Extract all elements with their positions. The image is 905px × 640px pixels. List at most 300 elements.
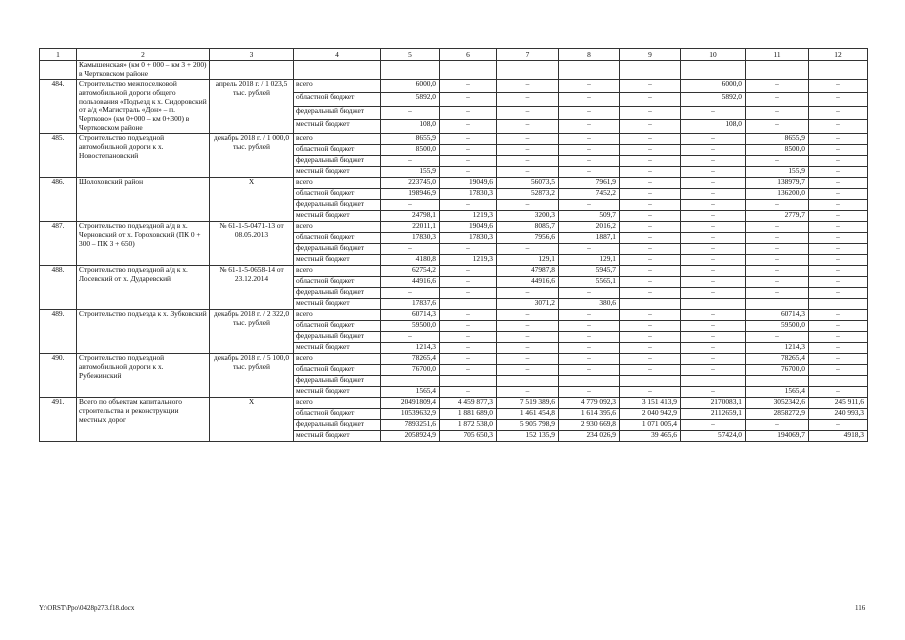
amount-cell: – [440,288,497,299]
term-and-cost: № 61-1-5-0658-14 от 23.12.2014 [210,266,294,310]
amount-cell [381,376,440,387]
amount-cell: 2779,7 [746,211,809,222]
column-number: 8 [559,49,620,61]
funding-source: всего [294,266,381,277]
amount-cell: – [497,310,559,321]
amount-cell: 59500,0 [381,321,440,332]
amount-cell: 10539632,9 [381,409,440,420]
amount-cell: – [620,189,681,200]
funding-source: всего [294,178,381,189]
amount-cell: – [746,79,809,93]
object-name: Строительство межпоселковой автомобильной дороги общего пользования «Подъезд к х. Сидоровский от а/д «Магистраль «Дон» – п. Чертково» (км 0+000 – км 0+300) в Чертковском районе [77,79,210,133]
amount-cell: – [559,79,620,93]
amount-cell: – [681,211,746,222]
amount-cell: 7452,2 [559,189,620,200]
amount-cell: – [497,321,559,332]
amount-cell: 44916,6 [497,277,559,288]
funding-source: местный бюджет [294,167,381,178]
amount-cell: – [559,120,620,134]
object-name: Камышенская» (км 0 + 000 – км 3 + 200) в Чертковском районе [77,61,210,80]
amount-cell: – [620,79,681,93]
amount-cell: 7 519 389,6 [497,398,559,409]
amount-cell: – [746,332,809,343]
item-number: 488. [40,266,77,310]
amount-cell: 245 911,6 [809,398,868,409]
amount-cell: 78265,4 [746,354,809,365]
amount-cell: – [746,106,809,120]
funding-source: федеральный бюджет [294,244,381,255]
amount-cell: 223745,0 [381,178,440,189]
funding-source: федеральный бюджет [294,106,381,120]
amount-cell: – [620,178,681,189]
amount-cell: – [559,332,620,343]
funding-source: областной бюджет [294,409,381,420]
funding-source: областной бюджет [294,93,381,107]
term-and-cost: № 61-1-5-0471-13 от 08.05.2013 [210,222,294,266]
amount-cell: – [620,93,681,107]
amount-cell: – [809,120,868,134]
amount-cell: – [440,365,497,376]
amount-cell: – [381,244,440,255]
amount-cell: – [620,156,681,167]
funding-source: местный бюджет [294,299,381,310]
column-number: 10 [681,49,746,61]
amount-cell: – [809,310,868,321]
table-row [40,178,868,189]
amount-cell: – [620,106,681,120]
amount-cell: – [559,156,620,167]
amount-cell: 2170083,1 [681,398,746,409]
amount-cell: – [620,134,681,145]
amount-cell: 5892,0 [381,93,440,107]
amount-cell: 8655,9 [381,134,440,145]
amount-cell: 136200,0 [746,189,809,200]
amount-cell [559,61,620,80]
amount-cell: – [746,244,809,255]
amount-cell: – [681,277,746,288]
amount-cell: – [440,354,497,365]
amount-cell: – [681,354,746,365]
amount-cell: – [497,244,559,255]
column-number: 11 [746,49,809,61]
table-row [40,354,868,365]
amount-cell: 3071,2 [497,299,559,310]
amount-cell: 59500,0 [746,321,809,332]
amount-cell: – [381,332,440,343]
amount-cell: – [497,106,559,120]
item-number: 491. [40,398,77,442]
amount-cell: 4180,8 [381,255,440,266]
amount-cell: – [809,189,868,200]
amount-cell: 1887,1 [559,233,620,244]
amount-cell [809,299,868,310]
column-number: 9 [620,49,681,61]
amount-cell: 4 459 877,3 [440,398,497,409]
table-row [40,266,868,277]
amount-cell [381,61,440,80]
amount-cell: – [440,145,497,156]
amount-cell: 1 881 689,0 [440,409,497,420]
amount-cell: 509,7 [559,211,620,222]
amount-cell: – [620,277,681,288]
amount-cell: – [681,365,746,376]
amount-cell: – [681,420,746,431]
funding-source: всего [294,222,381,233]
table-row [40,222,868,233]
object-name: Всего по объектам капитального строительства и реконструкции местных дорог [77,398,210,442]
funding-source: федеральный бюджет [294,288,381,299]
amount-cell: 17830,3 [381,233,440,244]
amount-cell: – [681,255,746,266]
amount-cell: – [440,93,497,107]
amount-cell: – [620,365,681,376]
amount-cell: 44916,6 [381,277,440,288]
amount-cell: – [681,244,746,255]
amount-cell [681,299,746,310]
funding-source: всего [294,354,381,365]
amount-cell: 3052342,6 [746,398,809,409]
amount-cell: – [809,387,868,398]
amount-cell: – [681,310,746,321]
amount-cell: – [809,145,868,156]
amount-cell: 2058924,9 [381,431,440,442]
amount-cell: – [809,266,868,277]
amount-cell: – [809,321,868,332]
amount-cell: – [381,156,440,167]
amount-cell: – [381,106,440,120]
amount-cell: 1 614 395,6 [559,409,620,420]
column-number: 6 [440,49,497,61]
amount-cell: – [497,156,559,167]
amount-cell: – [559,387,620,398]
amount-cell: – [620,332,681,343]
amount-cell: 17830,3 [440,189,497,200]
amount-cell: – [620,310,681,321]
amount-cell: – [809,365,868,376]
amount-cell [497,376,559,387]
amount-cell: 380,6 [559,299,620,310]
amount-cell [746,299,809,310]
amount-cell: – [381,288,440,299]
amount-cell: – [681,266,746,277]
amount-cell: 194069,7 [746,431,809,442]
amount-cell: 7893251,6 [381,420,440,431]
amount-cell: 19049,6 [440,178,497,189]
amount-cell: – [746,156,809,167]
funding-source: всего [294,79,381,93]
funding-source: областной бюджет [294,189,381,200]
amount-cell: – [809,211,868,222]
amount-cell: – [746,277,809,288]
amount-cell: – [746,255,809,266]
amount-cell: – [497,332,559,343]
amount-cell: – [440,343,497,354]
amount-cell: – [559,321,620,332]
amount-cell: 17837,6 [381,299,440,310]
amount-cell: – [809,178,868,189]
amount-cell [809,376,868,387]
amount-cell: – [559,167,620,178]
amount-cell: 52873,2 [497,189,559,200]
amount-cell: 8655,9 [746,134,809,145]
amount-cell: – [440,310,497,321]
amount-cell: – [809,288,868,299]
amount-cell: – [620,244,681,255]
amount-cell [620,61,681,80]
amount-cell [681,61,746,80]
amount-cell: 129,1 [559,255,620,266]
funding-source: местный бюджет [294,343,381,354]
amount-cell: 7961,9 [559,178,620,189]
amount-cell: – [681,134,746,145]
funding-source: федеральный бюджет [294,332,381,343]
amount-cell: 152 135,9 [497,431,559,442]
amount-cell: 155,9 [746,167,809,178]
amount-cell: – [620,211,681,222]
column-number-row [40,49,868,61]
term-and-cost: апрель 2018 г. / 1 023,5 тыс. рублей [210,79,294,133]
amount-cell: – [746,120,809,134]
amount-cell: 1 461 454,8 [497,409,559,420]
amount-cell: 705 650,3 [440,431,497,442]
amount-cell: – [559,200,620,211]
amount-cell: – [746,233,809,244]
amount-cell [440,376,497,387]
funding-source: местный бюджет [294,255,381,266]
amount-cell: 17830,3 [440,233,497,244]
amount-cell: – [440,266,497,277]
amount-cell: 1214,3 [746,343,809,354]
object-name: Строительство подъездной а/д к х. Лосевский от х. Дударевский [77,266,210,310]
amount-cell: – [681,321,746,332]
amount-cell: – [559,134,620,145]
amount-cell: 1214,3 [381,343,440,354]
amount-cell: 5565,1 [559,277,620,288]
term-and-cost: декабрь 2018 г. / 2 322,0 тыс. рублей [210,310,294,354]
amount-cell: 76700,0 [381,365,440,376]
amount-cell: 5 905 798,9 [497,420,559,431]
amount-cell: 24798,1 [381,211,440,222]
amount-cell: – [559,244,620,255]
amount-cell: 60714,3 [381,310,440,321]
amount-cell: 6000,0 [381,79,440,93]
funding-source: местный бюджет [294,387,381,398]
amount-cell [620,376,681,387]
amount-cell: – [497,387,559,398]
amount-cell: – [809,134,868,145]
amount-cell: – [746,266,809,277]
amount-cell: – [497,354,559,365]
amount-cell: – [681,145,746,156]
amount-cell: 76700,0 [746,365,809,376]
amount-cell: – [559,145,620,156]
amount-cell: – [809,106,868,120]
amount-cell: – [620,167,681,178]
amount-cell: 20491809,4 [381,398,440,409]
term-and-cost: Х [210,178,294,222]
funding-source: местный бюджет [294,431,381,442]
amount-cell: 6000,0 [681,79,746,93]
table-row [40,310,868,321]
amount-cell: – [620,222,681,233]
object-name: Строительство подъездной автомобильной дороги к х. Новостепановский [77,134,210,178]
amount-cell: – [440,321,497,332]
amount-cell: 22011,1 [381,222,440,233]
amount-cell [559,376,620,387]
amount-cell: – [681,106,746,120]
column-number: 7 [497,49,559,61]
amount-cell: – [440,200,497,211]
amount-cell: – [497,134,559,145]
amount-cell: – [809,93,868,107]
amount-cell: – [681,156,746,167]
item-number: 489. [40,310,77,354]
funding-source: местный бюджет [294,211,381,222]
funding-source: местный бюджет [294,120,381,134]
amount-cell: – [681,200,746,211]
amount-cell: – [746,288,809,299]
funding-source: областной бюджет [294,321,381,332]
amount-cell: 4918,3 [809,431,868,442]
amount-cell: 1 071 005,4 [620,420,681,431]
amount-cell: – [809,222,868,233]
amount-cell: – [440,156,497,167]
amount-cell: 129,1 [497,255,559,266]
amount-cell: 7956,6 [497,233,559,244]
amount-cell: – [746,93,809,107]
amount-cell: – [809,343,868,354]
term-and-cost: декабрь 2018 г. / 1 000,0 тыс. рублей [210,134,294,178]
amount-cell: – [681,189,746,200]
amount-cell: 3 151 413,9 [620,398,681,409]
amount-cell: 234 026,9 [559,431,620,442]
term-and-cost: Х [210,398,294,442]
amount-cell [620,299,681,310]
amount-cell: – [620,233,681,244]
amount-cell: – [559,343,620,354]
amount-cell: 1219,3 [440,211,497,222]
amount-cell: – [681,387,746,398]
funding-source: областной бюджет [294,365,381,376]
amount-cell: – [497,288,559,299]
item-number [40,61,77,80]
amount-cell: – [440,134,497,145]
amount-cell: 1 872 538,0 [440,420,497,431]
amount-cell: – [681,167,746,178]
object-name: Строительство подъездной а/д в х. Черновский от х. Гороховский (ПК 0 + 300 – ПК 3 + 650) [77,222,210,266]
amount-cell: 1565,4 [381,387,440,398]
amount-cell: 198946,9 [381,189,440,200]
amount-cell: – [620,200,681,211]
funding-source [294,61,381,80]
amount-cell: – [497,120,559,134]
amount-cell: – [440,106,497,120]
object-name: Шолоховский район [77,178,210,222]
amount-cell: 47987,8 [497,266,559,277]
amount-cell: 2 040 942,9 [620,409,681,420]
amount-cell: 39 465,6 [620,431,681,442]
amount-cell: 56073,5 [497,178,559,189]
amount-cell [746,376,809,387]
amount-cell: – [497,365,559,376]
amount-cell: 57424,0 [681,431,746,442]
amount-cell: – [681,332,746,343]
amount-cell: – [497,79,559,93]
amount-cell [440,299,497,310]
amount-cell [746,61,809,80]
amount-cell: 5892,0 [681,93,746,107]
amount-cell: – [559,106,620,120]
table-row [40,79,868,93]
amount-cell: 1565,4 [746,387,809,398]
amount-cell: – [809,156,868,167]
amount-cell: – [559,288,620,299]
amount-cell: – [681,178,746,189]
amount-cell: 108,0 [681,120,746,134]
column-number: 4 [294,49,381,61]
amount-cell: – [497,93,559,107]
amount-cell: – [809,255,868,266]
funding-source: областной бюджет [294,233,381,244]
amount-cell: 2858272,9 [746,409,809,420]
amount-cell: 3200,3 [497,211,559,222]
amount-cell: 8500,0 [381,145,440,156]
amount-cell [809,61,868,80]
table-row [40,398,868,409]
funding-source: федеральный бюджет [294,156,381,167]
funding-source: федеральный бюджет [294,376,381,387]
amount-cell: – [809,244,868,255]
amount-cell: – [440,332,497,343]
amount-cell: – [746,200,809,211]
amount-cell: – [440,120,497,134]
amount-cell: – [620,255,681,266]
column-number: 12 [809,49,868,61]
amount-cell: 240 993,3 [809,409,868,420]
object-name: Строительство подъездной автомобильной дороги к х. Рубежинский [77,354,210,398]
item-number: 490. [40,354,77,398]
object-name: Строительство подъезда к х. Зубковский [77,310,210,354]
funding-source: областной бюджет [294,145,381,156]
amount-cell: – [809,200,868,211]
term-and-cost [210,61,294,80]
amount-cell: – [497,200,559,211]
amount-cell: – [381,200,440,211]
table-row [40,61,868,80]
file-path: Y:\ORST\Ppo\0428p273.f18.docx [39,604,135,612]
funding-source: федеральный бюджет [294,200,381,211]
column-number: 5 [381,49,440,61]
column-number: 3 [210,49,294,61]
amount-cell: – [681,222,746,233]
amount-cell [440,61,497,80]
amount-cell: – [559,354,620,365]
funding-source: всего [294,134,381,145]
column-number: 2 [77,49,210,61]
amount-cell: – [809,354,868,365]
amount-cell: 2 930 669,8 [559,420,620,431]
amount-cell: – [620,288,681,299]
funding-source: областной бюджет [294,277,381,288]
amount-cell: – [681,233,746,244]
amount-cell [497,61,559,80]
amount-cell: – [497,145,559,156]
funding-source: всего [294,398,381,409]
term-and-cost: декабрь 2018 г. / 5 100,0 тыс. рублей [210,354,294,398]
amount-cell: – [809,233,868,244]
amount-cell: – [440,167,497,178]
amount-cell: – [440,277,497,288]
